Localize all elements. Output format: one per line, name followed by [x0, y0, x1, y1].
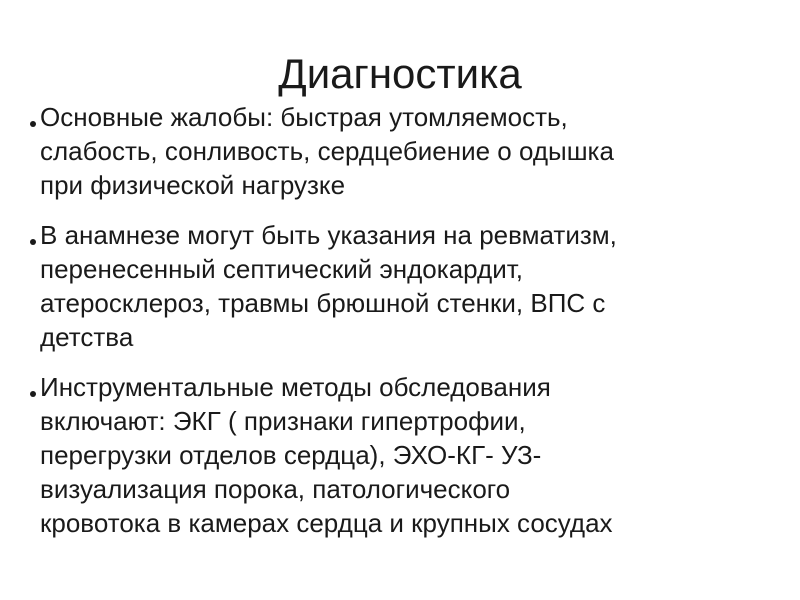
bullet-item-anamnesis — [30, 218, 790, 354]
bullet-line: перегрузки отделов сердца), ЭХО-КГ- УЗ- — [40, 440, 542, 470]
bullet-line: атеросклероз, травмы брюшной стенки, ВПС с — [40, 288, 606, 318]
bullet-line: В анамнезе могут быть указания на ревматизм, — [40, 220, 617, 250]
bullet-line: слабость, сонливость, сердцебиение о одышка — [40, 136, 614, 166]
bullet-item-complaints — [30, 100, 790, 202]
bullet-line: Инструментальные методы обследования — [40, 372, 551, 402]
bullet-line: при физической нагрузке — [40, 170, 346, 200]
bullet-line: визуализация порока, патологического — [40, 474, 511, 504]
bullet-line: детства — [40, 322, 134, 352]
bullet-dot-icon — [30, 239, 36, 245]
bullet-item-instrumental — [30, 370, 790, 540]
bullet-line: Основные жалобы: быстрая утомляемость, — [40, 102, 568, 132]
bullet-line: перенесенный септический эндокардит, — [40, 254, 523, 284]
bullet-line: включают: ЭКГ ( признаки гипертрофии, — [40, 406, 526, 436]
slide-title: Диагностика — [278, 50, 522, 97]
bullet-dot-icon — [30, 121, 36, 127]
bullet-list — [30, 100, 790, 556]
bullet-dot-icon — [30, 391, 36, 397]
bullet-line: кровотока в камерах сердца и крупных сосудах — [40, 508, 613, 538]
